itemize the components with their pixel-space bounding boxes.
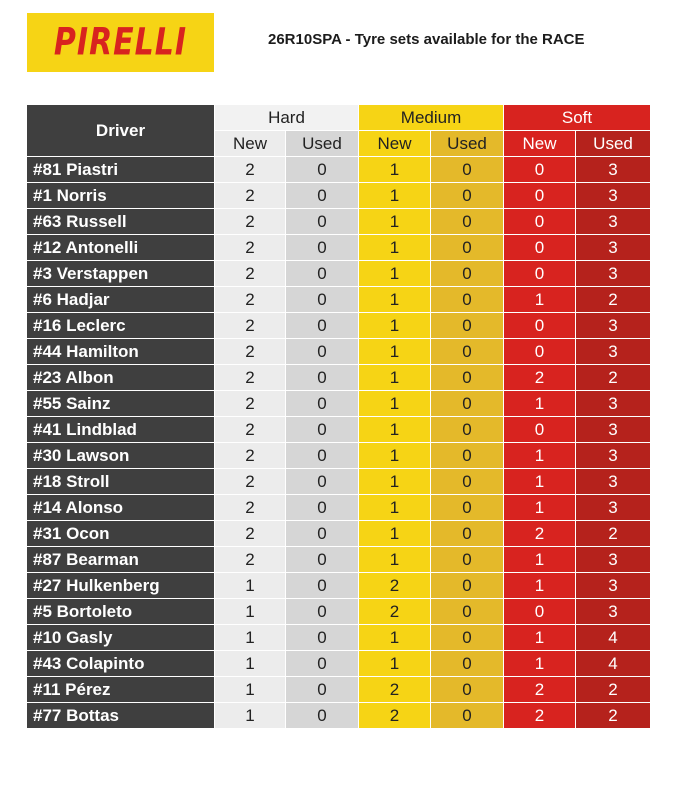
page-title: 26R10SPA - Tyre sets available for the RACE [268,31,585,48]
medium-used-cell: 0 [431,313,504,339]
hard-new-cell: 2 [215,417,286,443]
hard-new-cell: 2 [215,521,286,547]
table-row [27,313,651,339]
medium-new-header: New [359,131,431,157]
table-row [27,209,651,235]
soft-used-cell: 3 [576,235,651,261]
hard-new-cell: 2 [215,495,286,521]
soft-new-cell: 2 [504,677,576,703]
driver-cell: #77 Bottas [27,703,215,729]
hard-new-cell: 1 [215,677,286,703]
driver-cell: #23 Albon [27,365,215,391]
hard-new-cell: 2 [215,261,286,287]
medium-new-cell: 1 [359,625,431,651]
medium-new-cell: 2 [359,599,431,625]
hard-new-cell: 2 [215,287,286,313]
soft-new-cell: 1 [504,443,576,469]
driver-cell: #43 Colapinto [27,651,215,677]
hard-used-cell: 0 [286,495,359,521]
hard-used-cell: 0 [286,235,359,261]
soft-new-cell: 0 [504,339,576,365]
hard-used-cell: 0 [286,339,359,365]
hard-used-cell: 0 [286,261,359,287]
hard-new-cell: 1 [215,651,286,677]
driver-cell: #3 Verstappen [27,261,215,287]
soft-new-cell: 1 [504,625,576,651]
table-row [27,183,651,209]
hard-used-cell: 0 [286,183,359,209]
table-row [27,625,651,651]
soft-new-header: New [504,131,576,157]
soft-used-cell: 3 [576,183,651,209]
hard-used-cell: 0 [286,157,359,183]
soft-new-cell: 2 [504,521,576,547]
hard-used-cell: 0 [286,573,359,599]
table-row [27,469,651,495]
hard-used-cell: 0 [286,365,359,391]
table-row [27,573,651,599]
soft-used-cell: 3 [576,469,651,495]
soft-used-cell: 3 [576,599,651,625]
soft-used-cell: 2 [576,365,651,391]
driver-cell: #30 Lawson [27,443,215,469]
logo-text: PIRELLI [53,20,188,65]
soft-new-cell: 1 [504,495,576,521]
medium-new-cell: 1 [359,365,431,391]
soft-new-cell: 1 [504,547,576,573]
hard-used-cell: 0 [286,417,359,443]
hard-used-cell: 0 [286,391,359,417]
table-row [27,495,651,521]
soft-new-cell: 1 [504,651,576,677]
driver-cell: #27 Hulkenberg [27,573,215,599]
hard-used-cell: 0 [286,547,359,573]
medium-used-header: Used [431,131,504,157]
soft-compound-header: Soft [504,105,651,131]
medium-used-cell: 0 [431,495,504,521]
soft-used-cell: 2 [576,521,651,547]
medium-compound-header: Medium [359,105,504,131]
soft-used-cell: 3 [576,339,651,365]
hard-new-cell: 1 [215,599,286,625]
medium-used-cell: 0 [431,183,504,209]
driver-cell: #41 Lindblad [27,417,215,443]
medium-new-cell: 1 [359,287,431,313]
table-row [27,287,651,313]
hard-new-cell: 1 [215,573,286,599]
table-body [27,157,651,729]
medium-new-cell: 1 [359,443,431,469]
soft-new-cell: 0 [504,235,576,261]
soft-used-cell: 3 [576,391,651,417]
medium-new-cell: 1 [359,183,431,209]
soft-used-cell: 2 [576,703,651,729]
soft-used-cell: 3 [576,495,651,521]
soft-new-cell: 0 [504,599,576,625]
hard-used-cell: 0 [286,599,359,625]
medium-new-cell: 1 [359,235,431,261]
medium-used-cell: 0 [431,209,504,235]
soft-used-cell: 4 [576,625,651,651]
medium-new-cell: 1 [359,157,431,183]
medium-new-cell: 1 [359,209,431,235]
hard-used-cell: 0 [286,703,359,729]
medium-used-cell: 0 [431,365,504,391]
soft-new-cell: 2 [504,365,576,391]
driver-cell: #10 Gasly [27,625,215,651]
medium-used-cell: 0 [431,625,504,651]
hard-used-cell: 0 [286,677,359,703]
driver-cell: #44 Hamilton [27,339,215,365]
hard-used-cell: 0 [286,287,359,313]
hard-used-cell: 0 [286,469,359,495]
medium-used-cell: 0 [431,157,504,183]
medium-new-cell: 1 [359,261,431,287]
driver-cell: #1 Norris [27,183,215,209]
soft-new-cell: 0 [504,157,576,183]
soft-new-cell: 2 [504,703,576,729]
driver-cell: #31 Ocon [27,521,215,547]
hard-new-cell: 2 [215,313,286,339]
medium-used-cell: 0 [431,677,504,703]
hard-new-cell: 2 [215,235,286,261]
driver-cell: #12 Antonelli [27,235,215,261]
driver-cell: #63 Russell [27,209,215,235]
table-row [27,677,651,703]
pirelli-logo [27,13,214,72]
soft-used-cell: 2 [576,677,651,703]
hard-used-cell: 0 [286,443,359,469]
soft-new-cell: 1 [504,469,576,495]
medium-used-cell: 0 [431,573,504,599]
hard-new-cell: 1 [215,703,286,729]
table-row [27,157,651,183]
tyre-sets-table [26,104,651,729]
table-row [27,417,651,443]
soft-used-cell: 3 [576,313,651,339]
soft-new-cell: 0 [504,209,576,235]
medium-new-cell: 2 [359,703,431,729]
medium-new-cell: 1 [359,495,431,521]
soft-used-cell: 3 [576,157,651,183]
driver-cell: #55 Sainz [27,391,215,417]
driver-cell: #81 Piastri [27,157,215,183]
medium-used-cell: 0 [431,469,504,495]
hard-used-cell: 0 [286,209,359,235]
soft-new-cell: 1 [504,391,576,417]
hard-new-cell: 1 [215,625,286,651]
hard-used-header: Used [286,131,359,157]
hard-new-cell: 2 [215,443,286,469]
soft-used-cell: 3 [576,417,651,443]
driver-cell: #6 Hadjar [27,287,215,313]
medium-used-cell: 0 [431,443,504,469]
medium-used-cell: 0 [431,287,504,313]
table-row [27,651,651,677]
soft-new-cell: 0 [504,313,576,339]
soft-new-cell: 0 [504,183,576,209]
soft-new-cell: 1 [504,287,576,313]
hard-compound-header: Hard [215,105,359,131]
medium-new-cell: 1 [359,339,431,365]
table-row [27,443,651,469]
hard-new-header: New [215,131,286,157]
hard-new-cell: 2 [215,469,286,495]
hard-new-cell: 2 [215,209,286,235]
driver-cell: #16 Leclerc [27,313,215,339]
medium-used-cell: 0 [431,599,504,625]
hard-new-cell: 2 [215,547,286,573]
table-row [27,235,651,261]
table-row [27,703,651,729]
medium-new-cell: 1 [359,469,431,495]
driver-cell: #87 Bearman [27,547,215,573]
soft-used-cell: 3 [576,547,651,573]
driver-cell: #14 Alonso [27,495,215,521]
table-row [27,599,651,625]
medium-used-cell: 0 [431,261,504,287]
driver-cell: #18 Stroll [27,469,215,495]
driver-cell: #5 Bortoleto [27,599,215,625]
medium-used-cell: 0 [431,651,504,677]
soft-new-cell: 0 [504,261,576,287]
soft-new-cell: 0 [504,417,576,443]
medium-new-cell: 1 [359,313,431,339]
soft-used-cell: 3 [576,443,651,469]
table-row [27,547,651,573]
hard-new-cell: 2 [215,365,286,391]
medium-used-cell: 0 [431,703,504,729]
hard-used-cell: 0 [286,313,359,339]
medium-new-cell: 1 [359,391,431,417]
table-row [27,261,651,287]
table-row [27,391,651,417]
hard-new-cell: 2 [215,157,286,183]
soft-used-cell: 3 [576,261,651,287]
medium-used-cell: 0 [431,417,504,443]
driver-column-header: Driver [27,105,215,157]
table-row [27,365,651,391]
medium-new-cell: 1 [359,547,431,573]
medium-used-cell: 0 [431,391,504,417]
medium-new-cell: 2 [359,677,431,703]
medium-new-cell: 2 [359,573,431,599]
medium-used-cell: 0 [431,547,504,573]
hard-new-cell: 2 [215,391,286,417]
soft-new-cell: 1 [504,573,576,599]
soft-used-header: Used [576,131,651,157]
hard-new-cell: 2 [215,183,286,209]
table-row [27,339,651,365]
medium-used-cell: 0 [431,235,504,261]
driver-cell: #11 Pérez [27,677,215,703]
hard-used-cell: 0 [286,651,359,677]
soft-used-cell: 3 [576,573,651,599]
soft-used-cell: 4 [576,651,651,677]
medium-used-cell: 0 [431,521,504,547]
table-row [27,521,651,547]
soft-used-cell: 2 [576,287,651,313]
hard-used-cell: 0 [286,521,359,547]
medium-new-cell: 1 [359,651,431,677]
medium-new-cell: 1 [359,417,431,443]
hard-used-cell: 0 [286,625,359,651]
medium-new-cell: 1 [359,521,431,547]
soft-used-cell: 3 [576,209,651,235]
medium-used-cell: 0 [431,339,504,365]
hard-new-cell: 2 [215,339,286,365]
